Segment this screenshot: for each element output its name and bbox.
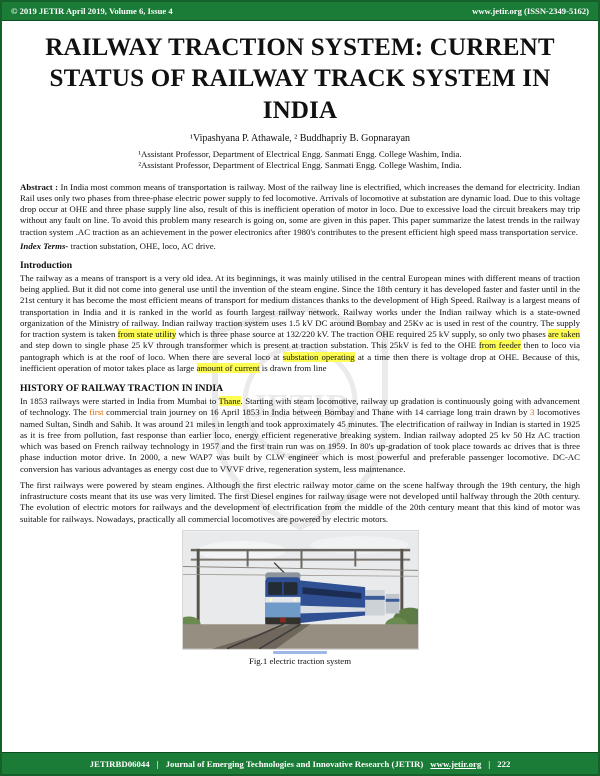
paper-title: RAILWAY TRACTION SYSTEM: CURRENT STATUS OF RAILWAY TRACK SYSTEM IN INDIA: [45, 34, 555, 124]
authors-line: ¹Vipashyana P. Athawale, ² Buddhapriy B. Gopnarayan: [189, 132, 411, 144]
footer-separator-1: |: [156, 758, 159, 769]
footer-page-number: 222: [497, 758, 511, 769]
image-attribution-smudge: [273, 651, 327, 654]
journal-footer-bar: [2, 752, 598, 774]
figure-caption: Fig.1 electric traction system: [248, 655, 352, 666]
introduction-heading: Introduction: [20, 259, 73, 271]
footer-journal-name: Journal of Emerging Technologies and Innovative Research (JETIR): [165, 758, 424, 769]
abstract-label: Abstract :: [20, 181, 59, 192]
history-paragraph-2: The first railways were powered by steam engines. Although the first electric railway motor came on the scene halfway through the 19th century, the high infrastructure costs meant that its use was very limited. The first Diesel engines for railway usage were not developed until halfway through the 20th century. The evolution of electric motors for railways and the development of electrification from the middle of the 20th century meant that this kind of motor was suitable for railways. Nowadays, practically all commercial locomotives are powered by electric motors.: [20, 479, 580, 524]
index-terms-text: traction substation, OHE, loco, AC drive.: [68, 240, 216, 251]
history-heading: HISTORY OF RAILWAY TRACTION IN INDIA: [20, 383, 224, 395]
index-terms-line: [20, 241, 580, 251]
abstract-paragraph: [20, 182, 580, 238]
history-paragraph-1: In 1853 railways were started in India from Mumbai to Thane. Starting with steam locomotive, railway up gradation is continuously going with advancement of technology. The first commercial train journey on 16 April 1853 in India between Bombay and Thane with 14 carriage long train drawn by 3 locomotives named Sultan, Sindh and Sahib. It was around 21 miles in length and took approximately 45 minutes. The electrification of railway in Indian is started in 1925 as it is free from pollution, fast response than earlier loco, energy efficient regenerative breaking system. Indian railway adopted 25 kv 50 Hz AC traction which was based on French railway technology in 1957 and the first train run was on 1959. In 80's up-gradation of took place towards ac drives that is three phase induction motor drive. In 2000, a new WAP7 was built by CLW engineer which is most powerful and preferable passenger locomotive. DC-AC conversion has various advantages as energy cost due to VVVF drive, regeneration system, less maintenance.: [20, 396, 581, 474]
abstract-text: In India most common means of transportation is railway. Most of the railway line is electrified, which increases the demand for electricity. Indian Rail uses only two phases from three-phase electric power supply to fed locomotive. Arrivals of locomotive at substation are dynamic load. Due to this voltage drop occur at OHE and three phase supply line also, result of this is inefficient operation of motor in loco. Due to excessive load the circuit breakers may trip without any fault on line. To avoid this problem many research is going on, some are given in this paper. This paper summarize the latest trends in the railway traction system .AC traction as an achievement in the power electronics after 1980's contributes to the present efficient high speed mass transportation service.: [20, 181, 580, 237]
footer-journal-url[interactable]: www.jetir.org: [430, 758, 482, 769]
electric-train-figure: [182, 530, 419, 650]
journal-header-bar: [2, 2, 598, 21]
affiliation-2: ²Assistant Professor, Department of Electrical Engg. Sanmati Engg. College Washim, India.: [138, 160, 462, 171]
header-issue-info: © 2019 JETIR April 2019, Volume 6, Issue 4: [11, 6, 173, 16]
introduction-paragraph: The railway as a means of transport is a very old idea. At its beginnings, it was mainly utilised in the central European mines with different means of traction being applied. But it did not come into general use until the invention of the steam engine. Since the 18th century it has developed faster and faster until in the 21st century it has become the most efficient means of transport for medium distances thanks to the development of High Speed. Railway is a largest means of transportation in India and it is ranked in the world as fourth largest railway network. Railway works under the Indian railway which is a state-owned organization of the Ministry of railway. Indian railway traction system uses 1.5 kV DC around Bombay and 25Kv ac is used in rest of the country. The supply for traction system is taken from state utility which is three phase source at 132/220 kV. The traction OHE required 25 kV supply, so only two phases are taken and step down to single phase 25 kV through transformer which is present at traction substation. This 25kV is fed to the OHE from feeder then to loco via pantograph which is at the roof of loco. When there are several loco at substation operating at a time then there is voltage drop at OHE. Because of this, inefficient operation of motor takes place as large amount of current is drawn from line: [20, 272, 580, 373]
affiliation-1: ¹Assistant Professor, Department of Electrical Engg. Sanmati Engg. College Washim, India.: [138, 148, 462, 159]
footer-paper-id: JETIRBD06044: [89, 758, 150, 769]
watermark-label: JETIR: [249, 388, 351, 425]
figure-1: [20, 530, 580, 666]
header-journal-url[interactable]: www.jetir.org (ISSN-2349-5162): [472, 6, 589, 16]
index-terms-label: Index Terms-: [20, 240, 69, 251]
footer-separator-2: |: [488, 758, 491, 769]
paper-content: [2, 21, 598, 666]
